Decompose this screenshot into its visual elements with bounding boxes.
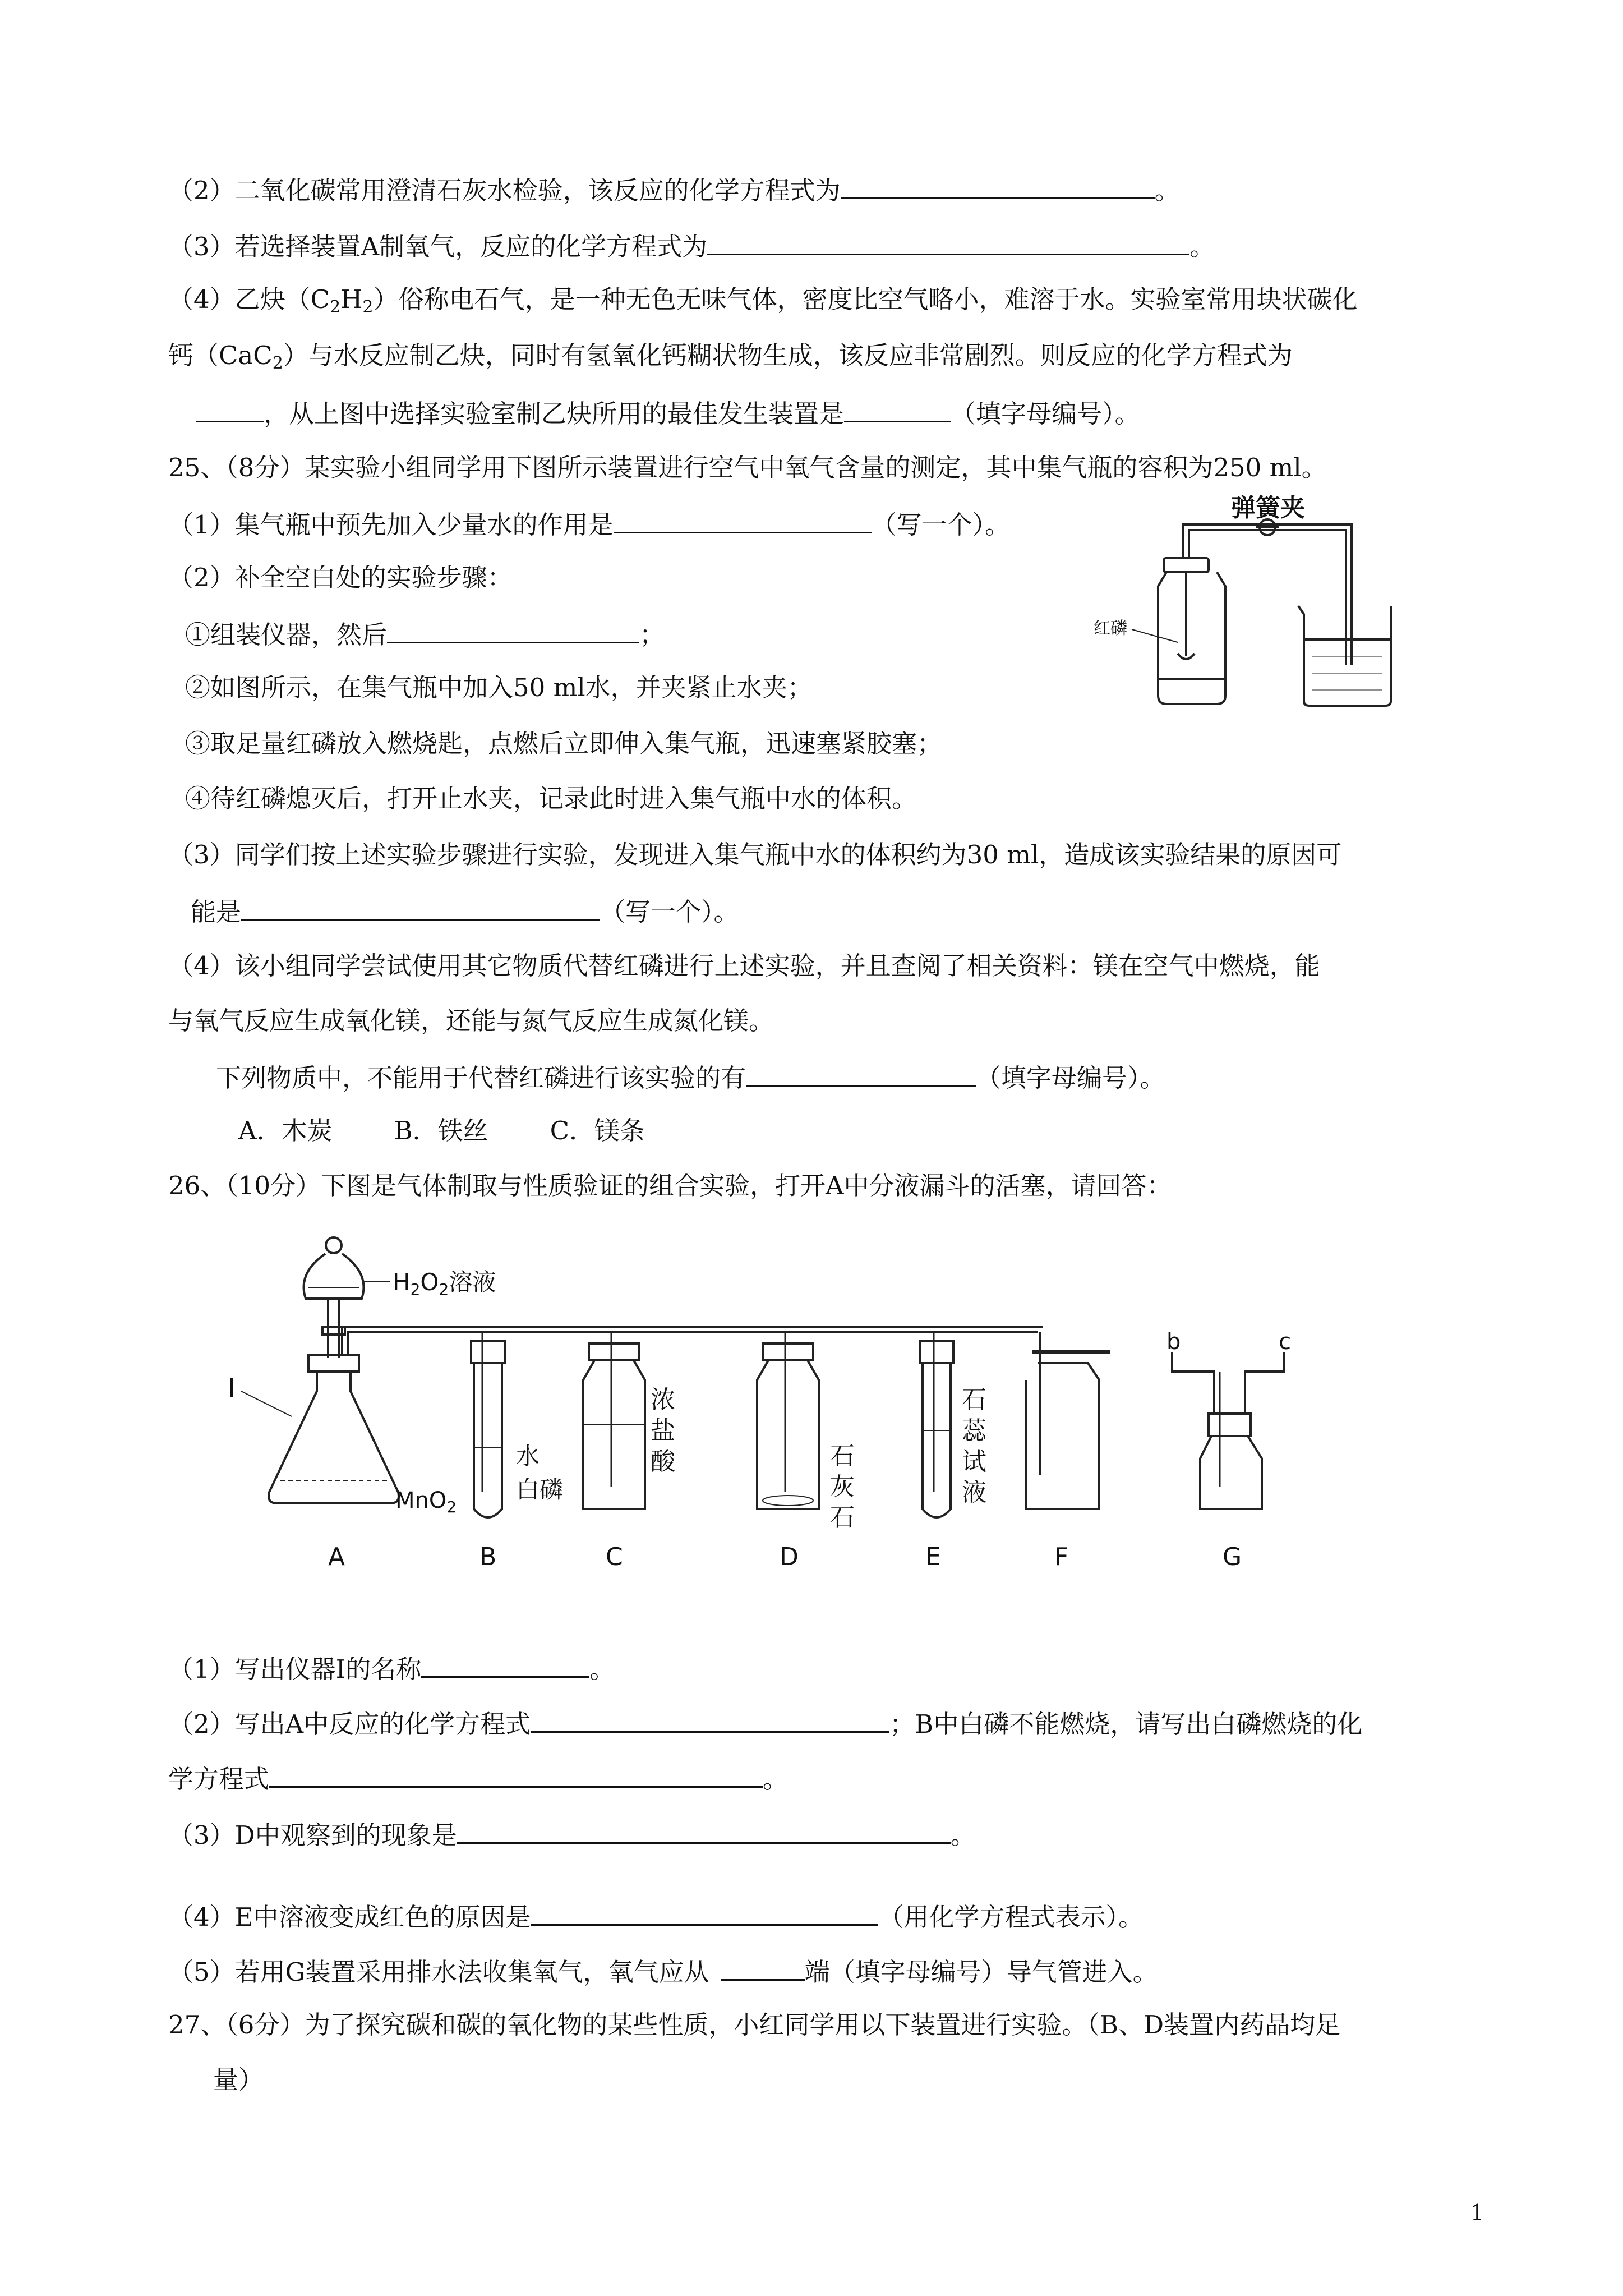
port-c-label: c: [1279, 1329, 1291, 1355]
mno2-label: MnO$_2$: [395, 1488, 457, 1516]
q26-part5: （5）若用G装置采用排水法收集氧气，氧气应从 端（填字母编号）导气管进入。: [168, 1953, 1158, 1989]
answer-blank[interactable]: [241, 893, 600, 921]
litmus-label: 石蕊试液: [962, 1386, 986, 1507]
q25-step3: ③取足量红磷放入燃烧匙，点燃后立即伸入集气瓶，迅速塞紧胶塞；: [185, 729, 943, 758]
answer-blank[interactable]: [707, 228, 1189, 255]
page-number: 1: [1470, 2200, 1484, 2225]
conc-hcl-label: 浓盐酸: [651, 1386, 675, 1476]
q25-step1: ①组装仪器，然后 ；: [185, 616, 665, 652]
answer-blank[interactable]: [531, 1898, 878, 1926]
q25-part1: （1）集气瓶中预先加入少量水的作用是 （写一个）。: [168, 506, 1010, 542]
label-B: B: [479, 1543, 497, 1571]
q26-apparatus-figure: [224, 1228, 1301, 1588]
answer-blank[interactable]: [746, 1059, 976, 1087]
q25-part2: （2）补全空白处的实验步骤：: [168, 563, 513, 592]
q25-options: [238, 1114, 645, 1148]
q26-part4: （4）E中溶液变成红色的原因是 （用化学方程式表示）。: [168, 1898, 1144, 1934]
option-c[interactable]: C．镁条: [550, 1116, 645, 1145]
port-b-label: b: [1166, 1329, 1181, 1355]
q24-part4-line3: ，从上图中选择实验室制乙炔所用的最佳发生装置是 （填字母编号）。: [196, 395, 1140, 431]
q24-part4-line1: （4）乙炔$(C_2H_2)$俗称电石气，是一种无色无味气体，密度比空气略小，难溶于水。实验室常用块状碳化: [168, 284, 1358, 317]
answer-blank[interactable]: [841, 172, 1155, 199]
q25-part4-line3: 下列物质中，不能用于代替红磷进行该实验的有 （填字母编号）。: [216, 1059, 1165, 1095]
q26-part1: （1）写出仪器Ⅰ的名称 。: [168, 1650, 615, 1686]
q25-part4-line2: 与氧气反应生成氧化镁，还能与氮气反应生成氮化镁。: [168, 1006, 774, 1036]
q25-apparatus-figure: [1088, 494, 1402, 729]
label-C: C: [606, 1543, 623, 1571]
label-F: F: [1054, 1543, 1069, 1571]
answer-blank[interactable]: [196, 395, 264, 422]
answer-blank[interactable]: [421, 1650, 589, 1678]
instrument-label: I: [228, 1373, 236, 1403]
label-D: D: [780, 1543, 799, 1571]
answer-blank[interactable]: [614, 506, 872, 533]
q26-part2-line1: （2）写出A中反应的化学方程式 ；B中白磷不能燃烧，请写出白磷燃烧的化: [168, 1705, 1362, 1741]
q24-part2: （2）二氧化碳常用澄清石灰水检验，该反应的化学方程式为 。: [168, 172, 1180, 208]
h2o2-label: H2O2溶液: [393, 1268, 496, 1299]
q25-heading: 25、（8分）某实验小组同学用下图所示装置进行空气中氧气含量的测定，其中集气瓶的容积为250 ml。: [168, 453, 1327, 482]
q24-part3: （3）若选择装置A制氧气，反应的化学方程式为 。: [168, 228, 1215, 264]
clamp-label: 弹簧夹: [1231, 494, 1305, 522]
answer-blank[interactable]: [531, 1705, 889, 1733]
q27-heading-line2: 量）: [213, 2065, 264, 2095]
label-G: G: [1223, 1543, 1242, 1571]
option-b[interactable]: B．铁丝: [394, 1116, 488, 1145]
q25-step4: ④待红磷熄灭后，打开止水夹，记录此时进入集气瓶中水的体积。: [185, 784, 917, 813]
white-phosphorus-label: 白磷: [516, 1476, 564, 1503]
q26-heading: 26、（10分）下图是气体制取与性质验证的组合实验，打开A中分液漏斗的活塞，请回答：: [168, 1171, 1172, 1200]
q25-part3-line2: 能是 （写一个）。: [191, 893, 739, 929]
q25-part4-line1: （4）该小组同学尝试使用其它物质代替红磷进行上述实验，并且查阅了相关资料：镁在空气中燃烧，能: [168, 951, 1320, 981]
q26-part3: （3）D中观察到的现象是 。: [168, 1816, 976, 1852]
answer-blank[interactable]: [457, 1816, 951, 1844]
q25-part3-line1: （3）同学们按上述实验步骤进行实验，发现进入集气瓶中水的体积约为30 ml，造成该实验结果的原因可: [168, 840, 1342, 869]
q25-step2: ②如图所示，在集气瓶中加入50 ml水，并夹紧止水夹；: [185, 673, 813, 702]
answer-blank[interactable]: [721, 1953, 805, 1981]
option-a[interactable]: A．木炭: [238, 1116, 333, 1145]
water-label: 水: [516, 1442, 540, 1470]
answer-blank[interactable]: [269, 1760, 763, 1788]
q27-heading-line1: 27、（6分）为了探究碳和碳的氧化物的某些性质，小红同学用以下装置进行实验。（B、D装置内药品均足: [168, 2010, 1341, 2040]
answer-blank[interactable]: [844, 395, 951, 422]
limestone-label: 石灰石: [830, 1442, 855, 1532]
label-E: E: [925, 1543, 941, 1571]
label-A: A: [328, 1543, 345, 1571]
q26-part2-line2: 学方程式 。: [168, 1760, 788, 1796]
red-phosphorus-label: 红磷: [1094, 619, 1127, 638]
answer-blank[interactable]: [387, 616, 639, 643]
q24-part4-line2: 钙（CaC$_2$）与水反应制乙炔，同时有氢氧化钙糊状物生成，该反应非常剧烈。则反应的化学方程式为: [168, 341, 1293, 373]
